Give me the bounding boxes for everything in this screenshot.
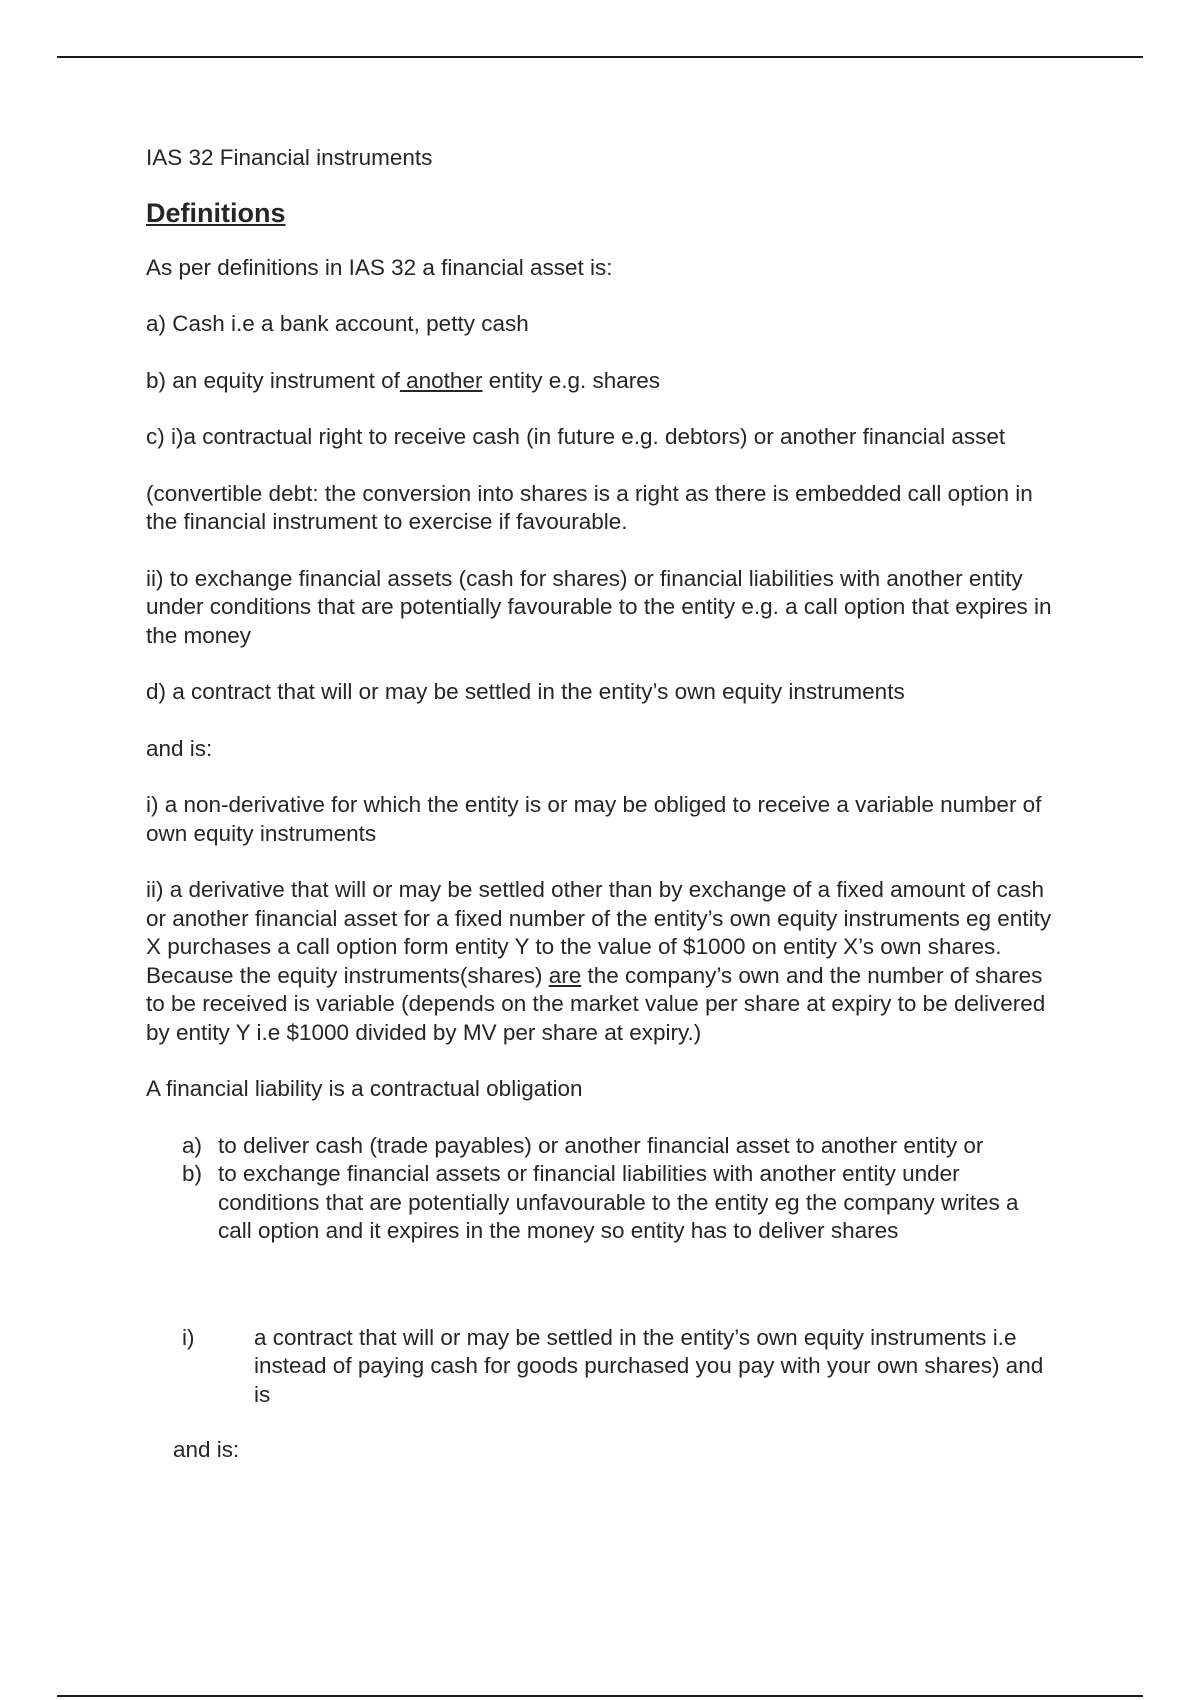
list-item-text: to deliver cash (trade payables) or another financial asset to another entity or <box>218 1132 984 1158</box>
footer-rule <box>57 1695 1143 1697</box>
section-heading: Definitions <box>146 197 286 228</box>
list-item-text: to exchange financial assets or financial liabilities with another entity under conditions that are potentially unfavourable to the entity eg the company writes a call option and it expires in the money so entity has to deliver shares <box>218 1161 1019 1243</box>
list-marker: b) <box>182 1161 203 1186</box>
asset-item-d: d) a contract that will or may be settled in the entity’s own equity instruments <box>146 679 905 704</box>
liability-intro: A financial liability is a contractual obligation <box>146 1076 583 1101</box>
roman-list <box>146 1324 1066 1410</box>
asset-item-d-ii-underlined: are <box>548 962 582 988</box>
asset-item-b-pre: b) an equity instrument of <box>146 367 400 393</box>
asset-item-d-ii <box>146 876 1066 1047</box>
list-marker: a) <box>182 1132 203 1158</box>
asset-item-d-ii-pre: ii) a derivative that will or may be settled other than by exchange of a fixed amount of cash or another financial asset for a fixed number of the entity’s own equity instruments eg entity X purchases a call option form entity Y to the value of $1000 on entity X’s own shares. Because the equity instruments(shares) <box>146 877 1052 988</box>
asset-item-b-underlined: another <box>399 367 483 393</box>
document-body <box>146 144 1066 1465</box>
liability-list <box>146 1132 1066 1246</box>
asset-item-b <box>146 367 1066 396</box>
and-is-label: and is: <box>146 735 213 761</box>
asset-item-c-ii: ii) to exchange financial assets (cash for shares) or financial liabilities with another entity under conditions that are potentially favourable to the entity e.g. a call option that expires in the money <box>146 565 1052 648</box>
asset-item-b-post: entity e.g. shares <box>482 367 661 393</box>
list-item <box>146 1132 1066 1161</box>
asset-item-a: a) Cash i.e a bank account, petty cash <box>146 311 529 336</box>
document-title: IAS 32 Financial instruments <box>146 145 433 170</box>
header-rule <box>57 56 1143 58</box>
list-item-text: a contract that will or may be settled in the entity’s own equity instruments i.e instead of paying cash for goods purchased you pay with your own shares) and is <box>254 1324 1044 1407</box>
intro-paragraph: As per definitions in IAS 32 a financial asset is: <box>146 254 613 280</box>
spacer <box>146 1246 1066 1324</box>
convertible-note: (convertible debt: the conversion into shares is a right as there is embedded call option in the financial instrument to exercise if favourable. <box>146 480 1033 534</box>
asset-item-d-i: i) a non-derivative for which the entity is or may be obliged to receive a variable number of own equity instruments <box>146 792 1042 846</box>
asset-item-c: c) i)a contractual right to receive cash (in future e.g. debtors) or another financial asset <box>146 424 1006 449</box>
list-marker: i) <box>182 1324 195 1350</box>
asset-item-d-ii-post: the company’s own and the number of shares to be received is variable (depends on the market value per share at expiry to be delivered by entity Y i.e $1000 divided by MV per share at expiry.) <box>146 962 1046 1045</box>
list-item <box>146 1160 1066 1246</box>
list-item <box>146 1324 1066 1410</box>
and-is-label-2: and is: <box>173 1437 240 1462</box>
